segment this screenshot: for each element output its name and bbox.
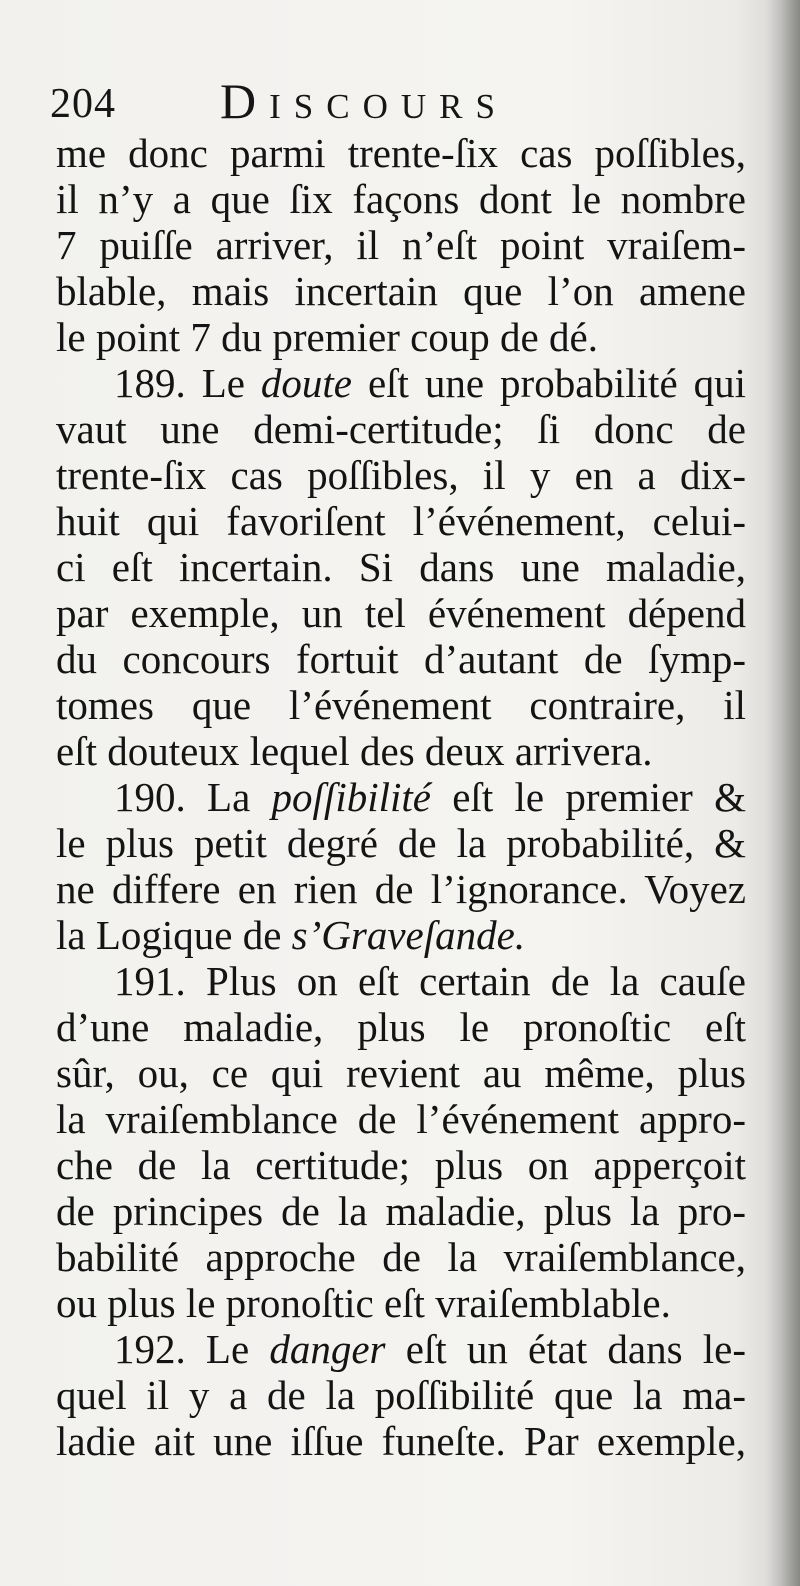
line-text: vaut une demi-certitude; ſi donc de <box>56 406 746 452</box>
italic-term: poſſibilité <box>271 774 431 820</box>
line-text: ci eſt incertain. Si dans une maladie, <box>56 544 746 590</box>
line-text: ne differe en rien de l’ignorance. Voyez <box>56 866 746 912</box>
text-line <box>56 820 746 866</box>
line-text: 191. Plus on eſt certain de la cauſe <box>114 958 746 1004</box>
line-text: 190. La <box>114 774 272 820</box>
text-line <box>56 406 746 452</box>
text-line <box>56 1234 746 1280</box>
page-edge-shadow <box>766 0 800 1586</box>
line-text: me donc parmi trente-ſix cas poſſibles, <box>56 130 746 176</box>
page-number: 204 <box>50 81 116 127</box>
line-text: trente-ſix cas poſſibles, il y en a dix- <box>56 452 746 498</box>
line-text: huit qui favoriſent l’événement, celui- <box>56 498 746 544</box>
text-line <box>56 1280 746 1326</box>
line-text: eſt le premier & <box>430 774 746 820</box>
text-line <box>56 774 746 820</box>
line-text: la vraiſemblance de l’événement appro- <box>56 1096 746 1142</box>
line-text: la Logique de <box>56 912 292 958</box>
text-line <box>56 130 746 176</box>
text-line <box>56 1418 746 1464</box>
text-line <box>56 1050 746 1096</box>
text-line <box>56 268 746 314</box>
line-text: d’une maladie, plus le pronoſtic eſt <box>56 1004 746 1050</box>
line-text: 192. Le <box>114 1326 270 1372</box>
italic-term: s’Graveſande. <box>291 912 526 958</box>
text-line <box>56 728 746 774</box>
text-line <box>56 912 746 958</box>
line-text: tomes que l’événement contraire, il <box>56 682 746 728</box>
text-line <box>56 452 746 498</box>
text-line <box>56 1004 746 1050</box>
text-line <box>56 176 746 222</box>
text-line <box>56 544 746 590</box>
text-line <box>56 222 746 268</box>
text-line <box>56 1142 746 1188</box>
line-text: quel il y a de la poſſibilité que la ma- <box>56 1372 746 1418</box>
text-line <box>56 1096 746 1142</box>
line-text: ou plus le pronoſtic eſt vraiſemblable. <box>56 1280 671 1326</box>
line-text: blable, mais incertain que l’on amene <box>56 268 746 314</box>
text-line <box>56 636 746 682</box>
text-line <box>56 314 746 360</box>
page-header <box>50 66 750 130</box>
line-text: du concours fortuit d’autant de ſymp- <box>56 636 746 682</box>
line-text: par exemple, un tel événement dépend <box>56 590 746 636</box>
line-text: sûr, ou, ce qui revient au même, plus <box>56 1050 746 1096</box>
text-line <box>56 958 746 1004</box>
italic-term: doute <box>260 360 352 406</box>
text-line <box>56 1188 746 1234</box>
line-text: le plus petit degré de la probabilité, & <box>56 820 746 866</box>
running-head: Discours <box>220 73 508 129</box>
text-line <box>56 590 746 636</box>
text-line <box>56 1372 746 1418</box>
line-text: il n’y a que ſix façons dont le nombre <box>56 176 746 222</box>
line-text: ladie ait une iſſue funeſte. Par exemple, <box>56 1418 746 1464</box>
line-text: de principes de la maladie, plus la pro- <box>56 1188 746 1234</box>
text-line <box>56 360 746 406</box>
line-text: 189. Le <box>114 360 261 406</box>
text-body <box>56 130 746 1464</box>
italic-term: danger <box>269 1326 386 1372</box>
text-line <box>56 1326 746 1372</box>
line-text: 7 puiſſe arriver, il n’eſt point vraiſem- <box>56 222 746 268</box>
line-text: eſt un état dans le- <box>385 1326 746 1372</box>
text-line <box>56 498 746 544</box>
text-line <box>56 682 746 728</box>
line-text: che de la certitude; plus on apperçoit <box>56 1142 746 1188</box>
line-text: eſt douteux lequel des deux arrivera. <box>56 728 653 774</box>
text-line <box>56 866 746 912</box>
line-text: le point 7 du premier coup de dé. <box>56 314 598 360</box>
line-text: eſt une probabilité qui <box>352 360 746 406</box>
line-text: babilité approche de la vraiſemblance, <box>56 1234 746 1280</box>
